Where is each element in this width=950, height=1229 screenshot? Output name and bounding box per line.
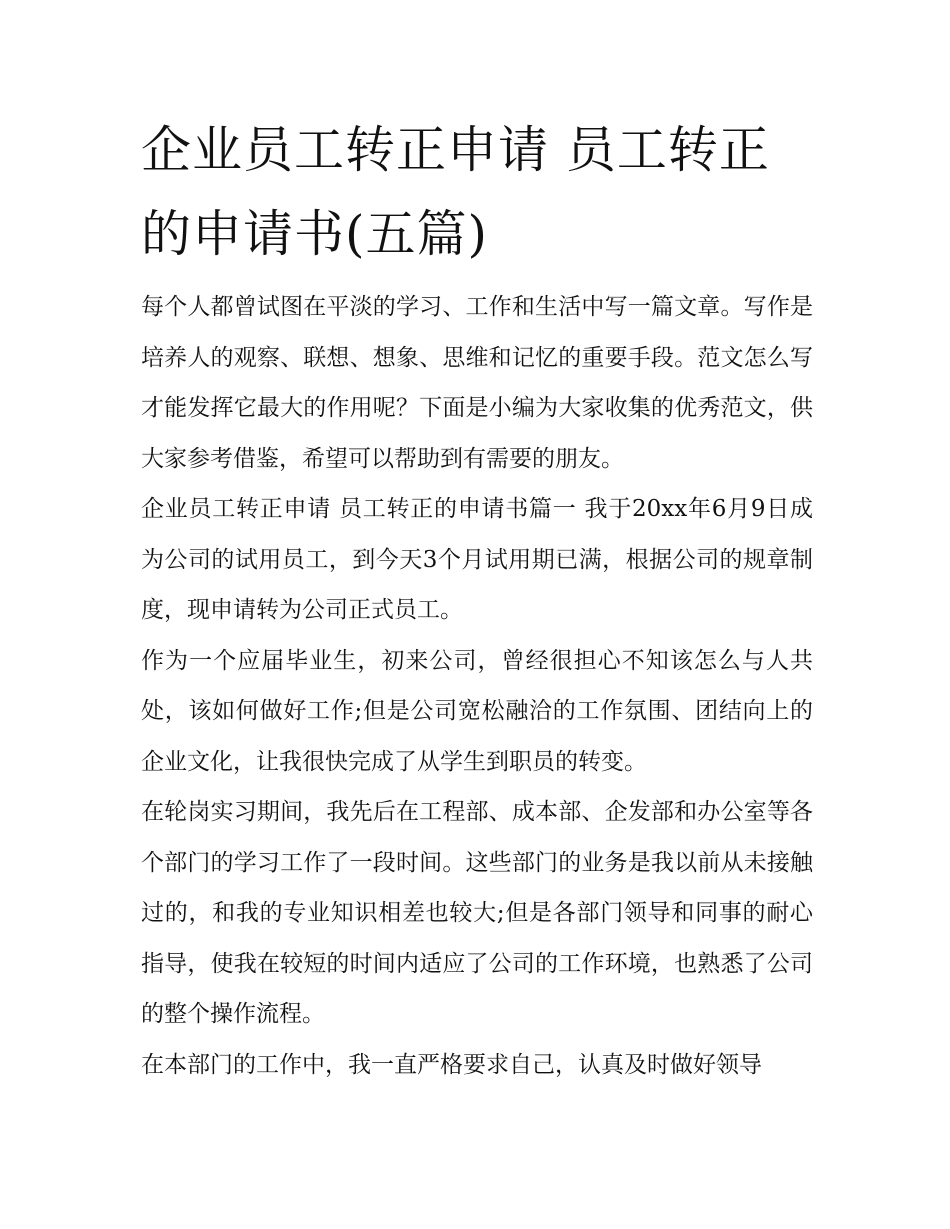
- document-body: [141, 282, 813, 1090]
- paragraph-department-work: 在本部门的工作中，我一直严格要求自己，认真及时做好领导: [141, 1051, 762, 1078]
- paragraph-application: 企业员工转正申请 员工转正的申请书篇一 我于20xx年6月9日成为公司的试用员工，到今天3个月试用期已满，根据公司的规章制度，现申请转为公司正式员工。: [141, 496, 813, 623]
- paragraph-graduate: 作为一个应届毕业生，初来公司，曾经很担心不知该怎么与人共处，该如何做好工作;但是公司宽松融洽的工作氛围、团结向上的企业文化，让我很快完成了从学生到职员的转变。: [141, 647, 813, 775]
- paragraph-rotation: 在轮岗实习期间，我先后在工程部、成本部、企发部和办公室等各个部门的学习工作了一段时间。这些部门的业务是我以前从未接触过的，和我的专业知识相差也较大;但是各部门领导和同事的耐心指导，使我在较短的时间内适应了公司的工作环境，也熟悉了公司的整个操作流程。: [141, 799, 813, 1027]
- document-content: [141, 108, 813, 1090]
- paragraph-intro: 每个人都曾试图在平淡的学习、工作和生活中写一篇文章。写作是培养人的观察、联想、想象、思维和记忆的重要手段。范文怎么写才能发挥它最大的作用呢？下面是小编为大家收集的优秀范文，供大家参考借鉴，希望可以帮助到有需要的朋友。: [141, 294, 813, 472]
- document-title: 企业员工转正申请 员工转正的申请书(五篇): [141, 121, 770, 263]
